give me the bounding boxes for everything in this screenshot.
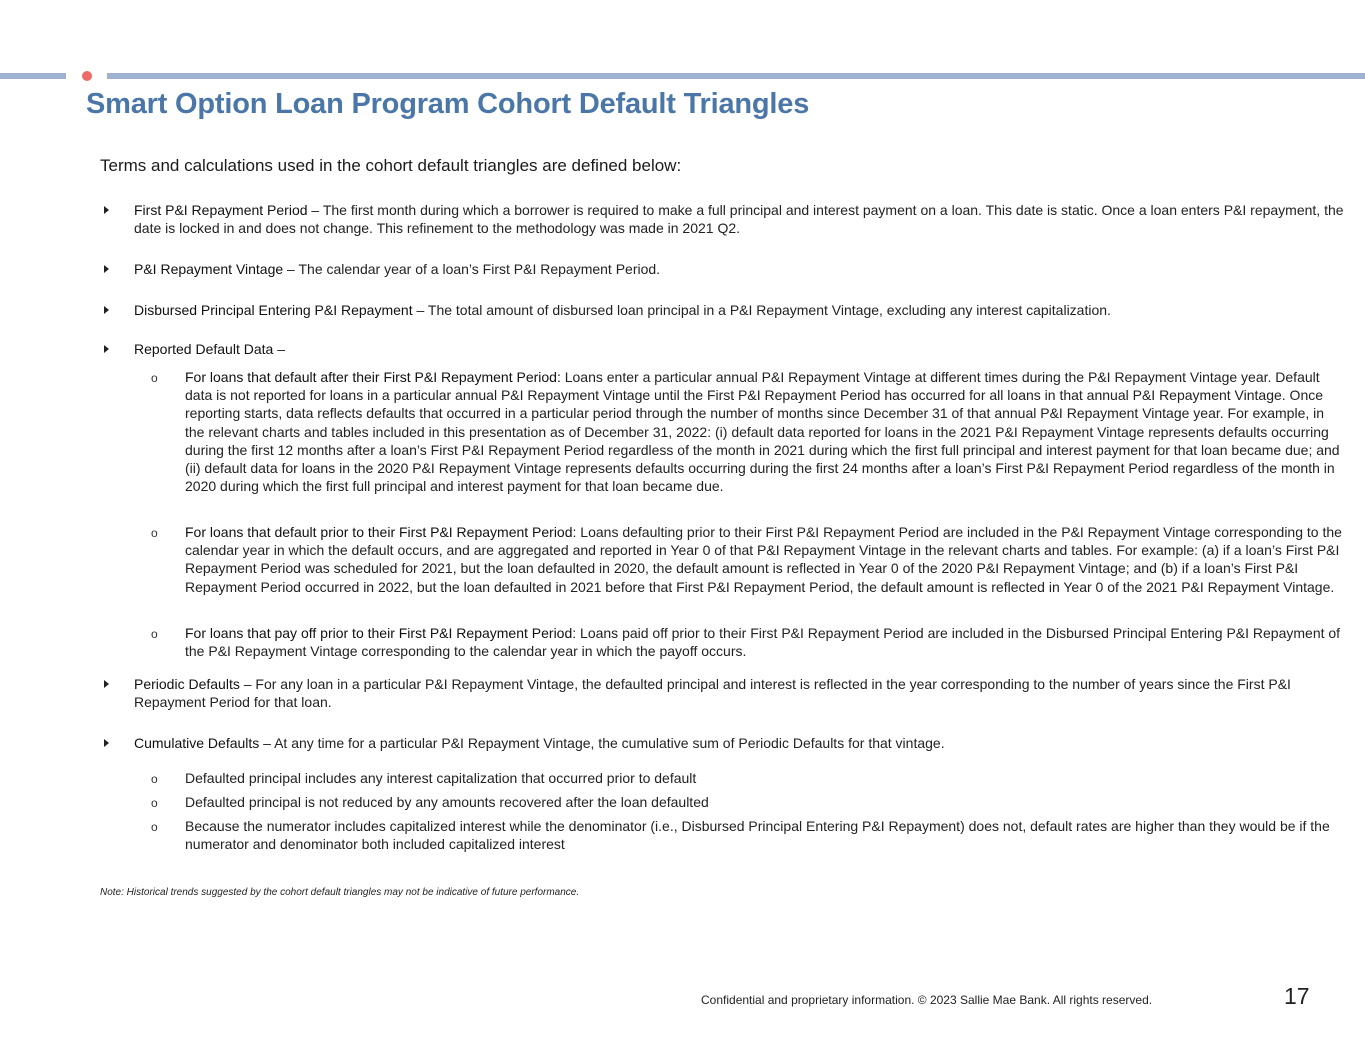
cumulative-sub-item: Because the numerator includes capitalized interest while the denominator (i.e., Disbursed Principal Entering P&I Repayment) does not, default rates are higher than they would be if the numerator and denominator both included capitalized interest xyxy=(185,818,1330,853)
term-disbursed-principal xyxy=(134,301,1344,319)
sub-item-name: For loans that default after their First P&I Repayment Period: xyxy=(185,369,561,385)
page-title: Smart Option Loan Program Cohort Default Triangles xyxy=(86,88,810,120)
term-cumulative-defaults xyxy=(134,734,1344,752)
cumulative-sub-item: Defaulted principal is not reduced by any amounts recovered after the loan defaulted xyxy=(185,794,709,810)
bullet-arrow-icon xyxy=(104,680,109,688)
term-definition: – The first month during which a borrower is required to make a full principal and interest payment on a loan. This date is static. Once a loan enters P&I repayment, the date is locked in and does not change. This refinement to the methodology was made in 2021 Q2. xyxy=(134,202,1344,236)
sub-item-payoff-prior xyxy=(185,624,1345,660)
sub-item-text: Loans enter a particular annual P&I Repayment Vintage at different times during the P&I Repayment Vintage year. Default data is not reported for loans in a particular annual P&I Repayment Vintage until the First P&I Repayment Period has occurred for all loans in that annual P&I Repayment Vintage. Once reporting starts, data reflects defaults that occurred in a particular period through the number of months since December 31 of that annual P&I Repayment Vintage year. For example, in the relevant charts and tables included in this presentation as of December 31, 2022: (i) default data reported for loans in the 2021 P&I Repayment Vintage represents defaults occurring during the first 12 months after a loan’s First P&I Repayment Period regardless of the month in 2021 during which the first full principal and interest payment for that loan became due; and (ii) default data for loans in the 2020 P&I Repayment Vintage represents defaults occurring during the first 24 months after a loan’s First P&I Repayment Period regardless of the month in 2020 during which the first full principal and interest payment for that loan became due. xyxy=(185,369,1340,495)
cumulative-sub-item: Defaulted principal includes any interest capitalization that occurred prior to default xyxy=(185,770,697,786)
header-bar-left xyxy=(0,73,66,79)
term-name: First P&I Repayment Period xyxy=(134,202,308,218)
term-definition: – xyxy=(273,341,285,357)
term-periodic-defaults xyxy=(134,675,1344,711)
sub-bullet-icon: o xyxy=(151,371,158,385)
footer-confidential: Confidential and proprietary information. © 2023 Sallie Mae Bank. All rights reserved. xyxy=(701,993,1153,1007)
page-number: 17 xyxy=(1284,983,1310,1009)
term-definition: – The calendar year of a loan’s First P&I Repayment Period. xyxy=(283,261,661,277)
sub-item-default-after xyxy=(185,368,1345,495)
sub-bullet-icon: o xyxy=(151,627,158,641)
term-first-pi-repayment-period xyxy=(134,201,1344,237)
term-name: P&I Repayment Vintage xyxy=(134,261,284,277)
bullet-arrow-icon xyxy=(104,265,109,273)
term-name: Cumulative Defaults xyxy=(134,735,260,751)
bullet-arrow-icon xyxy=(104,345,109,353)
bullet-arrow-icon xyxy=(104,306,109,314)
sub-item-default-prior xyxy=(185,523,1345,596)
sub-bullet-icon: o xyxy=(151,820,158,834)
sub-bullet-icon: o xyxy=(151,526,158,540)
term-name: Disbursed Principal Entering P&I Repayment xyxy=(134,302,413,318)
sub-item-text: Loans defaulting prior to their First P&I Repayment Period are included in the P&I Repayment Vintage corresponding to the calendar year in which the default occurs, and are aggregated and reported in Year 0 of that P&I Repayment Vintage in the relevant charts and tables. For example: (a) if a loan’s First P&I Repayment Period was scheduled for 2021, but the loan defaulted in 2020, the default amount is reflected in Year 0 of the 2020 P&I Repayment Vintage; and (b) if a loan’s First P&I Repayment Period occurred in 2022, but the loan defaulted in 2021 before that First P&I Repayment Period, the default amount is reflected in Year 0 of the 2021 P&I Repayment Vintage. xyxy=(185,524,1342,595)
term-definition: – The total amount of disbursed loan principal in a P&I Repayment Vintage, excluding any interest capitalization. xyxy=(412,302,1111,318)
sub-item-name: For loans that default prior to their First P&I Repayment Period: xyxy=(185,524,577,540)
bullet-arrow-icon xyxy=(104,739,109,747)
term-definition: – For any loan in a particular P&I Repayment Vintage, the defaulted principal and interest is reflected in the year corresponding to the number of years since the First P&I Repayment Period for that loan. xyxy=(134,676,1291,710)
sub-bullet-icon: o xyxy=(151,796,158,810)
sub-item-name: For loans that pay off prior to their First P&I Repayment Period: xyxy=(185,625,577,641)
term-name: Reported Default Data xyxy=(134,341,274,357)
header-dot xyxy=(82,71,92,81)
sub-bullet-icon: o xyxy=(151,772,158,786)
intro-text: Terms and calculations used in the cohort default triangles are defined below: xyxy=(100,156,682,175)
term-pi-repayment-vintage xyxy=(134,260,1344,278)
header-bar-right xyxy=(107,73,1365,79)
term-name: Periodic Defaults xyxy=(134,676,240,692)
bullet-arrow-icon xyxy=(104,206,109,214)
sub-item-text: Loans paid off prior to their First P&I Repayment Period are included in the Disbursed Principal Entering P&I Repayment of the P&I Repayment Vintage corresponding to the calendar year in which the payoff occurs. xyxy=(185,625,1341,660)
term-definition: – At any time for a particular P&I Repayment Vintage, the cumulative sum of Periodic Defaults for that vintage. xyxy=(259,735,945,751)
term-reported-default-data xyxy=(134,340,1344,358)
footnote: Note: Historical trends suggested by the cohort default triangles may not be indicative of future performance. xyxy=(100,887,580,898)
